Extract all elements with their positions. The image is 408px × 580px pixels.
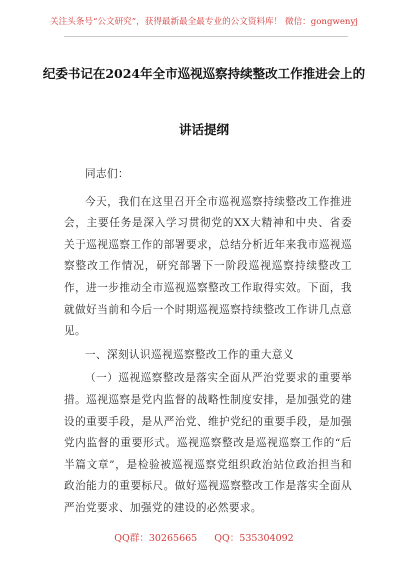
paragraph-section-1: （一）巡视巡察整改是落实全面从严治党要求的重要举措。巡视巡察是党内监督的战略性制度安排，是加强党的建设的重要手段，是从严治党、维护党纪的重要手段，是加强党内监督的重要形式。巡视巡察整改是巡视巡察工作的“后半篇文章”，是检验被巡视巡察党组织政治站位政治担当和政治能力的重要标尺。做好巡视巡察整改工作是落实全面从严治党要求、加强党的建设的必然要求。 [64, 372, 352, 514]
document-body [64, 164, 352, 522]
document-title: 纪委书记在2024年全市巡视巡察持续整改工作推进会上的 [42, 66, 366, 81]
paragraph-intro: 今天，我们在这里召开全市巡视巡察持续整改工作推进会，主要任务是深入学习贯彻党的XX大精神和中央、省委关于巡视巡察工作的部署要求，总结分析近年来我市巡视巡察整改工作情况，研究部署下一阶段巡视巡察持续整改工作，进一步推动全市巡视巡察整改工作取得实效。下面，我就做好当前和今后一个时期巡视巡察持续整改工作讲几点意见。 [64, 195, 352, 338]
document-subtitle: 讲话提纲 [178, 122, 229, 137]
header-divider [64, 36, 348, 37]
footer-qq-group: QQ群：30265665 [114, 533, 198, 544]
footer-contact [0, 532, 408, 546]
greeting: 同志们： [85, 168, 129, 180]
section-heading: 一、深刻认识巡视巡察整改工作的重大意义 [85, 348, 294, 361]
footer-qq: QQ：535304092 [214, 533, 294, 544]
header-note: 关注头条号“公文研究”，获得最新最全最专业的公文资料库！ 微信：gongwenyj [50, 17, 358, 27]
